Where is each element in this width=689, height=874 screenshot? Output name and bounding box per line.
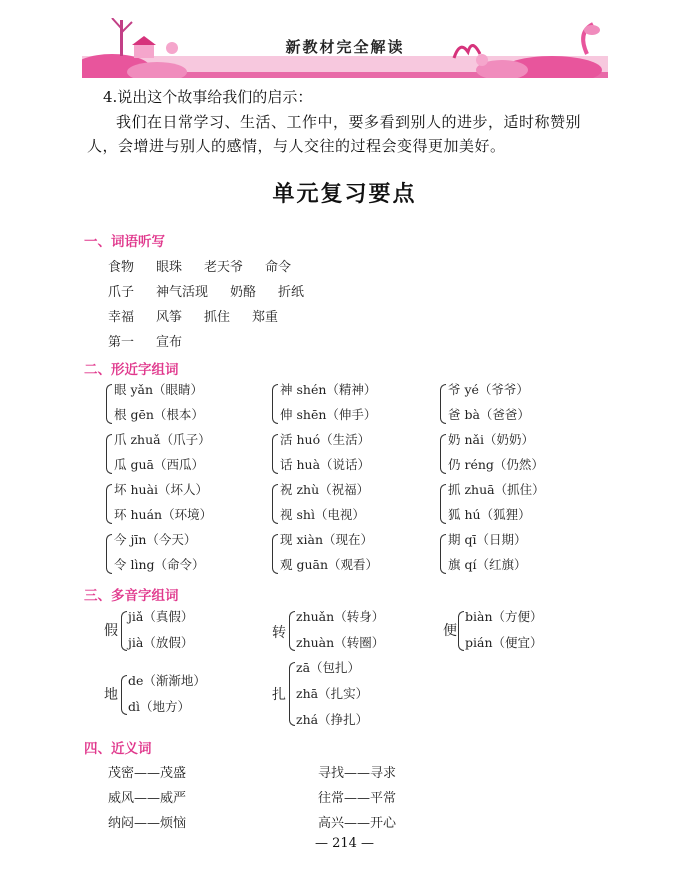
similar-char-entry: 今 jīn（今天）	[114, 532, 197, 547]
polyphone-entry: jiǎ（真假）	[128, 609, 194, 624]
similar-char-entry: 期 qī（日期）	[448, 532, 527, 547]
section-heading-vocabulary: 一、词语听写	[84, 234, 165, 250]
vocab-item: 宣布	[156, 335, 183, 350]
polyphone-entry: zhuǎn（转身）	[296, 609, 385, 624]
similar-char-entry: 视 shì（电视）	[280, 507, 365, 522]
vocab-item: 眼珠	[156, 260, 183, 275]
brace	[458, 611, 464, 651]
brace	[289, 611, 295, 651]
similar-char-entry: 爪 zhuǎ（爪子）	[114, 432, 211, 447]
polyphone-char: 转	[272, 625, 286, 641]
similar-char-entry: 话 huà（说话）	[280, 457, 371, 472]
polyphone-entry: zhuàn（转圈）	[296, 635, 385, 650]
page-header-banner	[82, 18, 608, 78]
vocab-row	[108, 256, 313, 275]
synonym-pair: 寻找——寻求	[318, 766, 397, 781]
synonym-pair: 茂密——茂盛	[108, 766, 187, 781]
brace	[272, 384, 278, 424]
brace	[440, 434, 446, 474]
similar-char-entry: 根 gēn（根本）	[114, 407, 204, 422]
brace	[289, 662, 295, 726]
brace	[272, 484, 278, 524]
section-heading-synonyms: 四、近义词	[84, 741, 152, 757]
vocab-item: 幸福	[108, 310, 135, 325]
similar-char-entry: 神 shén（精神）	[280, 382, 377, 397]
brace	[106, 484, 112, 524]
similar-char-entry: 爸 bà（爸爸）	[448, 407, 530, 422]
similar-char-entry: 旗 qí（红旗）	[448, 557, 527, 572]
polyphone-entry: zhá（挣扎）	[296, 712, 369, 727]
polyphone-char: 便	[443, 623, 457, 639]
vocab-row	[108, 331, 204, 350]
similar-char-entry: 奶 nǎi（奶奶）	[448, 432, 534, 447]
similar-char-entry: 眼 yǎn（眼睛）	[114, 382, 204, 397]
header-title: 新教材完全解读	[285, 38, 405, 56]
brace	[272, 434, 278, 474]
section-heading-similar-chars: 二、形近字组词	[84, 362, 179, 378]
polyphone-entry: zā（包扎）	[296, 660, 361, 675]
similar-char-entry: 抓 zhuā（抓住）	[448, 482, 545, 497]
brace	[440, 484, 446, 524]
brace	[106, 434, 112, 474]
similar-char-entry: 仍 réng（仍然）	[448, 457, 544, 472]
vocab-item: 神气活现	[156, 285, 209, 300]
similar-char-entry: 活 huó（生活）	[280, 432, 371, 447]
similar-char-entry: 令 lìng（命令）	[114, 557, 205, 572]
brace	[121, 611, 127, 651]
similar-char-entry: 环 huán（环境）	[114, 507, 213, 522]
intro-question: 4.说出这个故事给我们的启示：	[103, 88, 313, 106]
brace	[106, 534, 112, 574]
vocab-row	[108, 306, 300, 325]
main-title: 单元复习要点	[272, 181, 417, 207]
similar-char-entry: 观 guān（观看）	[280, 557, 379, 572]
vocab-item: 食物	[108, 260, 135, 275]
polyphone-entry: jià（放假）	[128, 635, 194, 650]
intro-answer-line1: 我们在日常学习、生活、工作中，要多看到别人的进步，适时称赞别	[116, 113, 582, 131]
similar-char-entry: 伸 shēn（伸手）	[280, 407, 377, 422]
polyphone-char: 扎	[272, 687, 286, 703]
intro-answer-line2: 人，会增进与别人的感情，与人交往的过程会变得更加美好。	[87, 137, 506, 155]
synonym-pair: 纳闷——烦恼	[108, 816, 187, 831]
similar-char-entry: 爷 yé（爷爷）	[448, 382, 529, 397]
brace	[440, 534, 446, 574]
polyphone-entry: de（渐渐地）	[128, 673, 206, 688]
section-heading-polyphones: 三、多音字组词	[84, 588, 179, 604]
similar-char-entry: 现 xiàn（现在）	[280, 532, 374, 547]
vocab-item: 抓住	[204, 310, 231, 325]
brace	[121, 675, 127, 715]
polyphone-char: 假	[104, 623, 118, 639]
vocab-item: 风筝	[156, 310, 183, 325]
polyphone-entry: biàn（方便）	[465, 609, 543, 624]
vocab-row	[108, 281, 326, 300]
similar-char-entry: 狐 hú（狐狸）	[448, 507, 531, 522]
vocab-item: 折纸	[278, 285, 305, 300]
vocab-item: 老天爷	[204, 260, 244, 275]
similar-char-entry: 祝 zhù（祝福）	[280, 482, 370, 497]
brace	[440, 384, 446, 424]
vocab-item: 奶酪	[230, 285, 257, 300]
synonym-pair: 往常——平常	[318, 791, 397, 806]
polyphone-entry: dì（地方）	[128, 699, 190, 714]
synonym-pair: 高兴——开心	[318, 816, 397, 831]
brace	[272, 534, 278, 574]
polyphone-char: 地	[104, 687, 118, 703]
vocab-item: 爪子	[108, 285, 135, 300]
synonym-pair: 威风——威严	[108, 791, 187, 806]
polyphone-entry: pián（便宜）	[465, 635, 543, 650]
vocab-item: 命令	[265, 260, 292, 275]
vocab-item: 郑重	[252, 310, 279, 325]
polyphone-entry: zhā（扎实）	[296, 686, 369, 701]
vocab-item: 第一	[108, 335, 135, 350]
page-number: — 214 —	[314, 836, 375, 851]
similar-char-entry: 瓜 guā（西瓜）	[114, 457, 204, 472]
similar-char-entry: 坏 huài（坏人）	[114, 482, 209, 497]
brace	[106, 384, 112, 424]
